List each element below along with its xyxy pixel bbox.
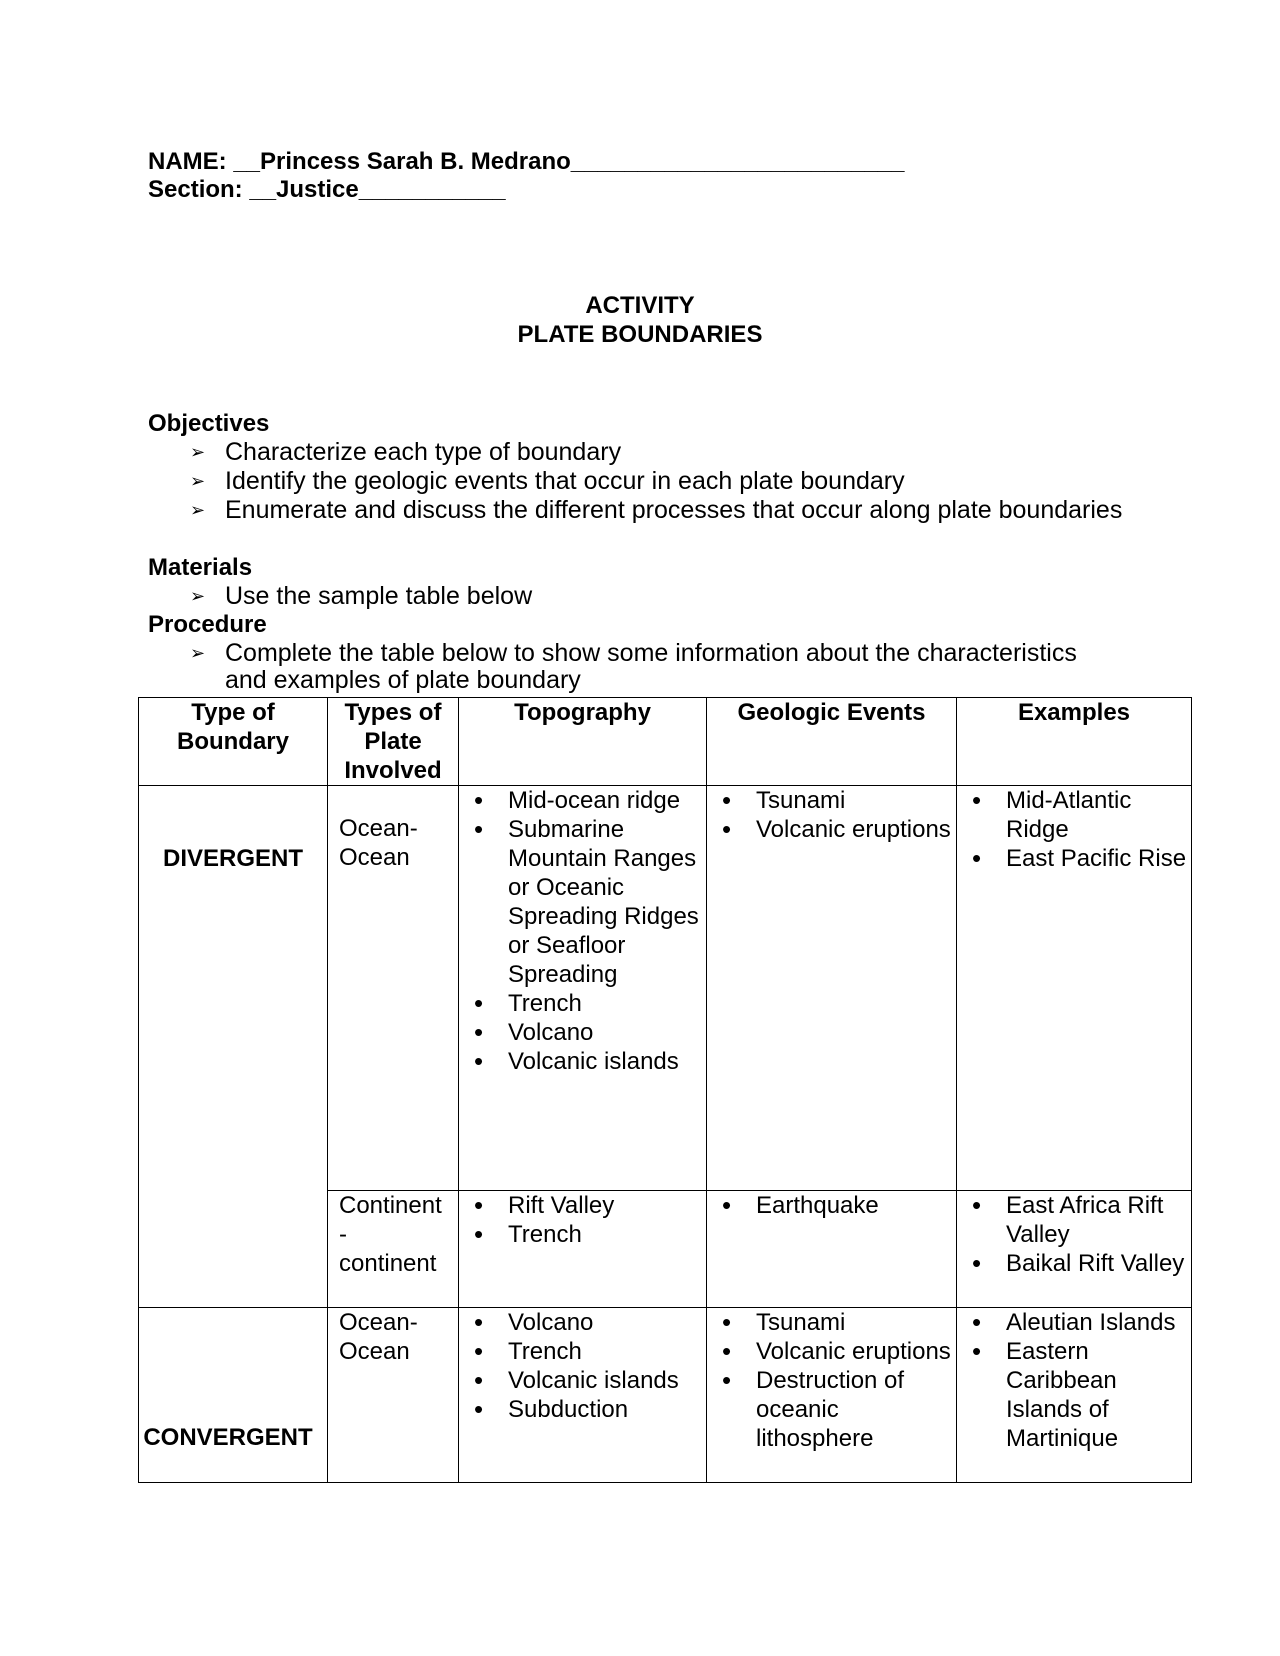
list-item: • East Africa Rift Valley [968, 1191, 1191, 1249]
list-item: • Trench [470, 1220, 706, 1249]
arrowhead-bullet-icon: ➢ [190, 643, 206, 663]
boundary-label: CONVERGENT [143, 1424, 313, 1451]
plates-value: Ocean-Ocean [339, 815, 418, 871]
examples-list [968, 1308, 1191, 1453]
list-item: • Rift Valley [470, 1191, 706, 1220]
plates-value: Ocean-Ocean [339, 1309, 418, 1365]
plates-cell [328, 1191, 459, 1308]
topography-list [470, 1191, 706, 1249]
examples-list [968, 786, 1191, 873]
header-topography: Topography [459, 698, 707, 786]
divergent-cell [139, 786, 328, 1308]
header-examples: Examples [957, 698, 1192, 786]
list-item: • Volcanic eruptions [718, 815, 956, 844]
plates-cell [328, 786, 459, 1191]
list-item: • Tsunami [718, 1308, 956, 1337]
arrowhead-bullet-icon: ➢ [190, 471, 206, 491]
list-item: • Mid-Atlantic Ridge [968, 786, 1191, 844]
table-row [139, 786, 1192, 1191]
list-item: • Eastern Caribbean Islands of Martinique [968, 1337, 1191, 1453]
list-item: • Volcanic islands [470, 1047, 706, 1076]
events-list [718, 1191, 956, 1220]
arrowhead-bullet-icon: ➢ [190, 586, 206, 606]
table-header-row [139, 698, 1192, 786]
list-item: • Tsunami [718, 786, 956, 815]
examples-cell [957, 1308, 1192, 1483]
list-item: • Subduction [470, 1395, 706, 1424]
list-item: • Volcanic eruptions [718, 1337, 956, 1366]
boundary-label: DIVERGENT [162, 845, 303, 872]
plates-value: Continent - continent [339, 1192, 442, 1277]
header-geologic-events: Geologic Events [707, 698, 957, 786]
activity-title: ACTIVITY [585, 292, 695, 319]
procedure-heading: Procedure [148, 611, 267, 638]
examples-list [968, 1191, 1191, 1278]
list-item: • Destruction of oceanic lithosphere [718, 1366, 956, 1453]
list-item: • Volcano [470, 1308, 706, 1337]
events-cell [707, 1191, 957, 1308]
header-type-of-boundary: Type of Boundary [139, 698, 328, 786]
events-list [718, 786, 956, 844]
list-item: • Trench [470, 1337, 706, 1366]
events-cell [707, 1308, 957, 1483]
examples-cell [957, 1191, 1192, 1308]
examples-cell [957, 786, 1192, 1191]
topography-cell [459, 1191, 707, 1308]
section-line: Section: __Justice___________ [148, 176, 506, 203]
arrowhead-bullet-icon: ➢ [190, 500, 206, 520]
topography-list [470, 1308, 706, 1424]
page-title: PLATE BOUNDARIES [517, 321, 763, 348]
topography-list [470, 786, 706, 1076]
plates-cell [328, 1308, 459, 1483]
objectives-heading: Objectives [148, 410, 270, 437]
events-list [718, 1308, 956, 1453]
materials-heading: Materials [148, 554, 253, 581]
arrowhead-bullet-icon: ➢ [190, 442, 206, 462]
document-page: NAME: __Princess Sarah B. Medrano_________________________ Section: __Justice___________ ACTIVITY PLATE BOUNDARIES Objectives ➢ Characterize each type of boundary ➢ Identify the geologic events that occur in each plate boundary ➢ Enumerate and discuss the different processes that occur along plate boundaries Materials ➢ Use the sample table below Procedure ➢ Complete the table below to show some information about the characteristics and examples of plate boundary Type of Boundary Types of Plate Involved Topography Geologic Events Examples DIVERGENT Ocean-Ocean • Mid-ocean ridge • Submarine Mountain Ranges or Oceanic Spreading Ridges or Seafloor Spreading • Trench • Volcano • Volcanic islands • Tsunami • Volcanic eruptions • Mid-Atlantic Ridge • East Pacific Rise Continent - continent • Rift Valley • Trench • Earthquake • East Africa Rift Valley • Baikal Rift Valley CONVERGENT Ocean-Ocean • Volcano • Trench • Volcanic islands • Subduction • Tsunami • Volcanic eruptions • Destruction of oceanic lithosphere • Aleutian Islands • Eastern Caribbean Islands of Martinique [0, 0, 1280, 1656]
list-item: • East Pacific Rise [968, 844, 1191, 873]
list-item: • Submarine Mountain Ranges or Oceanic Spreading Ridges or Seafloor Spreading [470, 815, 706, 989]
topography-cell [459, 1308, 707, 1483]
list-item: • Volcanic islands [470, 1366, 706, 1395]
list-item: • Baikal Rift Valley [968, 1249, 1191, 1278]
list-item: • Mid-ocean ridge [470, 786, 706, 815]
list-item: • Earthquake [718, 1191, 956, 1220]
table-row [139, 1308, 1192, 1483]
header-types-of-plate: Types of Plate Involved [328, 698, 459, 786]
name-line: NAME: __Princess Sarah B. Medrano_________________________ [148, 148, 905, 175]
topography-cell [459, 786, 707, 1191]
list-item: • Aleutian Islands [968, 1308, 1191, 1337]
list-item: • Volcano [470, 1018, 706, 1047]
plate-boundaries-table [138, 697, 1192, 1483]
convergent-cell [139, 1308, 328, 1483]
events-cell [707, 786, 957, 1191]
list-item: • Trench [470, 989, 706, 1018]
